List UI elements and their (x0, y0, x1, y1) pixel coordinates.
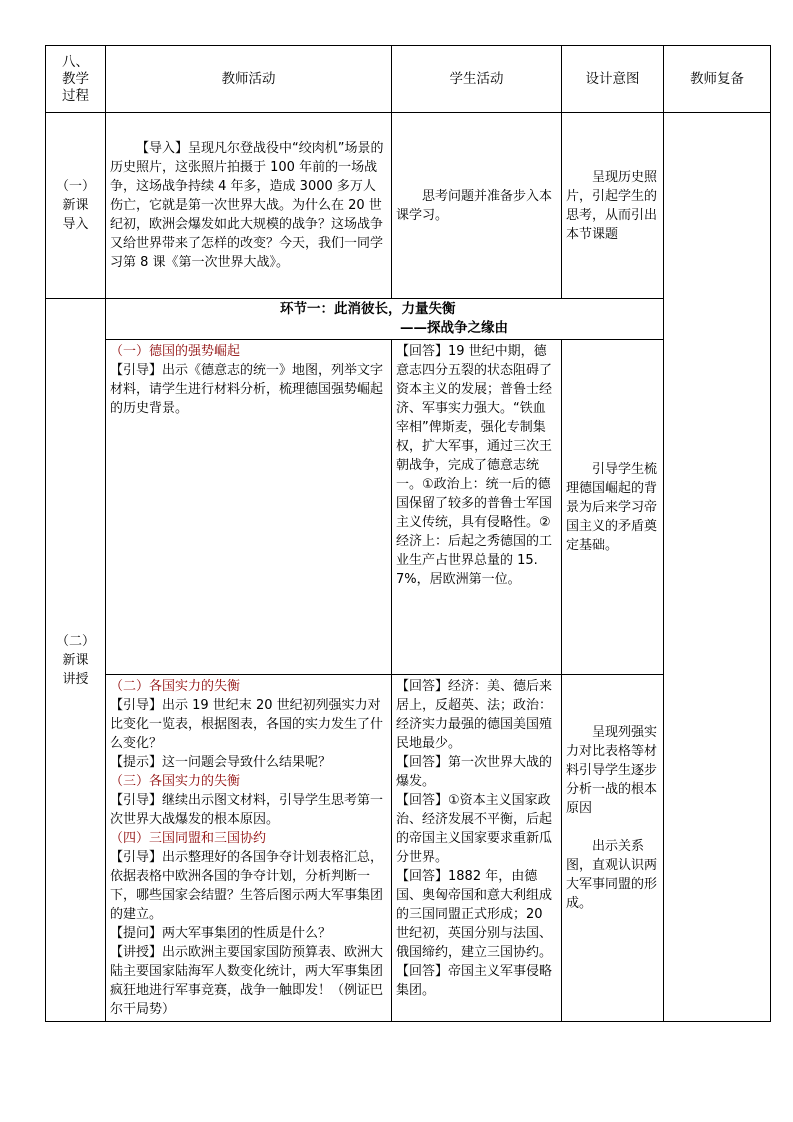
part2-heading: （二）各国实力的失衡 (110, 679, 241, 694)
lecture-label: （二） 新课 讲授 (46, 299, 106, 1022)
intro-label: （一） 新课 导入 (46, 113, 106, 299)
header-teacher-activity: 教师活动 (106, 46, 392, 113)
header-design-intent: 设计意图 (562, 46, 664, 113)
intro-row (46, 113, 771, 299)
part2-hint: 【提示】这一问题会导致什么结果呢？ (110, 755, 332, 770)
part1-student-activity: 【回答】19 世纪中期，德意志四分五裂的状态阻碍了资本主义的发展；普鲁士经济、军事实力强大。“铁血宰相”俾斯麦，强化专制集权，扩大军事，通过三次王朝战争，完成了德意志统一。①政治上：统一后的德国保留了较多的普鲁士军国主义传统，具有侵略性。②经济上：后起之秀德国的工业生产占世界总量的 15.7%，居欧洲第一位。 (392, 340, 562, 675)
part1-heading: （一）德国的强势崛起 (110, 344, 241, 359)
section-title-main: 环节一：此消彼长，力量失衡 (280, 301, 456, 317)
section-title-row (46, 299, 771, 340)
part1-design-intent: 引导学生梳理德国崛起的背景为后来学习帝国主义的矛盾奠定基础。 (562, 340, 664, 675)
part2-student-activity (392, 675, 562, 1022)
part2-design-intent (562, 675, 664, 1022)
design-intent-1: 呈现列强实力对比表格等材料引导学生逐步分析一战的根本原因 (566, 725, 658, 816)
part3-guide: 【引导】继续出示图文材料，引导学生思考第一次世界大战爆发的根本原因。 (110, 793, 384, 827)
design-intent-2: 出示关系图，直观认识两大军事同盟的形成。 (566, 839, 658, 911)
intro-design-intent: 呈现历史照片，引起学生的思考，从而引出本节课题 (562, 113, 664, 299)
part2-row (46, 675, 771, 1022)
intro-student-activity: 思考问题并准备步入本课学习。 (392, 113, 562, 299)
section-title-sub: ——探战争之缘由 (400, 320, 508, 336)
student-answer-4: 【回答】1882 年，由德国、奥匈帝国和意大利组成的三国同盟正式形成；20 世纪初，英国分别与法国、俄国缔约，建立三国协约。 (396, 869, 553, 960)
header-teacher-review: 教师复备 (664, 46, 771, 113)
section-title (106, 299, 664, 340)
student-answer-2: 【回答】第一次世界大战的爆发。 (396, 755, 553, 789)
intro-teacher-activity: 【导入】呈现凡尔登战役中“绞肉机”场景的历史照片，这张照片拍摄于 100 年前的一场战争，这场战争持续 4 年多，造成 3000 多万人伤亡，它就是第一次世界大战。为什么在 20 世纪初，欧洲会爆发如此大规模的战争？这场战争又给世界带来了怎样的改变？今天，我们一同学习第 8 课《第一次世界大战》。 (106, 113, 392, 299)
part2-teacher-activity (106, 675, 392, 1022)
part1-row (46, 340, 771, 675)
part4-guide: 【引导】出示整理好的各国争夺计划表格汇总，依据表格中欧洲各国的争夺计划，分析判断一下，哪些国家会结盟？生答后图示两大军事集团的建立。 (110, 850, 384, 922)
student-answer-3: 【回答】①资本主义国家政治、经济发展不平衡，后起的帝国主义国家要求重新瓜分世界。 (396, 793, 553, 865)
part4-lecture: 【讲授】出示欧洲主要国家国防预算表、欧洲大陆主要国家陆海军人数变化统计，两大军事集团疯狂地进行军事竞赛，战争一触即发！（例证巴尔干局势） (110, 945, 384, 1017)
part2-guide: 【引导】出示 19 世纪末 20 世纪初列强实力对比变化一览表，根据图表，各国的实力发生了什么变化？ (110, 698, 384, 751)
part4-question: 【提问】两大军事集团的性质是什么？ (110, 926, 332, 941)
student-answer-1: 【回答】经济：美、德后来居上，反超英、法；政治：经济实力最强的德国美国殖民地最少。 (396, 679, 553, 751)
teacher-review-cell (664, 113, 771, 1022)
part1-teacher-activity (106, 340, 392, 675)
student-answer-5: 【回答】帝国主义军事侵略集团。 (396, 964, 553, 998)
header-student-activity: 学生活动 (392, 46, 562, 113)
lesson-plan-table (45, 45, 771, 1022)
part1-guide: 【引导】出示《德意志的统一》地图，列举文字材料，请学生进行材料分析，梳理德国强势崛起的历史背景。 (110, 363, 384, 416)
part4-heading: （四）三国同盟和三国协约 (110, 831, 267, 846)
header-row (46, 46, 771, 113)
header-process: 八、 教学 过程 (46, 46, 106, 113)
part3-heading: （三）各国实力的失衡 (110, 774, 241, 789)
